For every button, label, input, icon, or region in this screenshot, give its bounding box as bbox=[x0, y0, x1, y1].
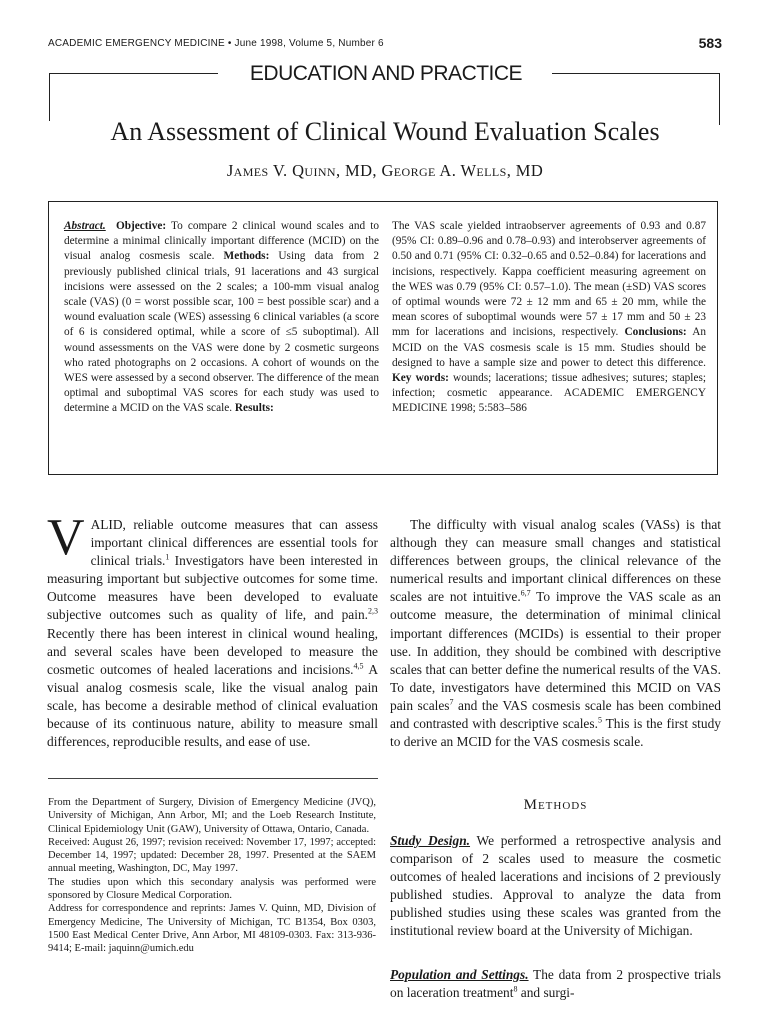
abstract-conclusions-text: An MCID on the VAS cosmesis scale is 15 mm. Studies should be designed to have a sample size and power to detect this difference. bbox=[392, 326, 706, 369]
abstract-column-right bbox=[392, 219, 706, 417]
footnote bbox=[48, 796, 376, 956]
footnote-correspondence: Address for correspondence and reprints: James V. Quinn, MD, Division of Emergency Medicine, The University of Michigan, TC B1354, Box 0303, 1500 East Medical Center Drive, Ann Arbor, MI 48109-0303. Fax: 313-936-9414; E-mail: jaquinn@umich.edu bbox=[48, 903, 376, 955]
footnote-support: The studies upon which this secondary analysis was performed were sponsored by Closure Medical Corporation. bbox=[48, 876, 376, 902]
body-text: and surgi- bbox=[517, 985, 575, 1001]
section-label: EDUCATION AND PRACTICE bbox=[249, 62, 523, 85]
population-heading: Population and Settings. bbox=[390, 967, 529, 982]
article-title: An Assessment of Clinical Wound Evaluation Scales bbox=[110, 117, 660, 146]
body-text: and the VAS cosmesis scale has been combined and contrasted with descriptive scales. bbox=[390, 697, 722, 732]
body-column-left bbox=[47, 509, 378, 751]
abstract-results-text: The VAS scale yielded intraobserver agreements of 0.93 and 0.87 (95% CI: 0.89–0.96 and 0.78–0.93) and interobserver agreements of 0.50 and 0.71 (95% CI: 0.32–0.65 and 0.52–0.84) for lacerations and incisions, respectively. Kappa coefficient measuring agreement on the WES was 0.79 (95% CI: 0.57–1.0). The mean (±SD) VAS scores of optimal wounds were 72 ± 12 mm and 65 ± 20 mm, while the mean scores of suboptimal wounds were 57 ± 17 mm and 50 ± 23 mm for lacerations and incisions, respectively. bbox=[392, 220, 706, 339]
population-paragraph bbox=[390, 966, 721, 1002]
study-design-heading: Study Design. bbox=[390, 833, 471, 848]
author-list: James V. Quinn, MD, George A. Wells, MD bbox=[226, 161, 544, 180]
abstract-results-label: Results: bbox=[234, 402, 274, 415]
study-design-paragraph bbox=[390, 832, 721, 941]
body-text: This is the first study to derive an MCID for the VAS cosmesis scale. bbox=[390, 716, 721, 750]
citation-ref: 4,5 bbox=[353, 661, 364, 671]
citation-ref: 8 bbox=[513, 984, 518, 994]
banner-tick-left bbox=[49, 73, 50, 121]
footnote-received: Received: August 26, 1997; revision received: November 17, 1997; accepted: December 14, 1997; updated: December 28, 1997. Presented at the SAEM annual meeting, Washington, DC, May 1997. bbox=[48, 836, 376, 875]
methods-heading: Methods bbox=[523, 797, 588, 813]
citation-ref: 1 bbox=[165, 552, 170, 562]
footnote-affiliation: From the Department of Surgery, Division of Emergency Medicine (JVQ), University of Michigan, Ann Arbor, MI; and the Loeb Research Institute, Clinical Epidemiology Unit (GAW), University of Ottawa, Ontario, Canada. bbox=[48, 797, 376, 835]
abstract-keywords-text: wounds; lacerations; tissue adhesives; sutures; staples; infection; cosmetic appearance. ACADEMIC EMERGENCY MEDICINE 1998; 5:583–586 bbox=[392, 372, 706, 415]
journal-running-header: ACADEMIC EMERGENCY MEDICINE • June 1998, Volume 5, Number 6 bbox=[48, 38, 384, 49]
footnote-divider bbox=[48, 778, 378, 779]
body-text: Investigators have been interested in measuring important but subjective outcomes for some time. Outcome measures have been developed to evaluate subjective outcomes such as quality of life, and pain. bbox=[47, 553, 378, 623]
banner-rule-right bbox=[552, 73, 720, 74]
body-text: To improve the VAS scale as an outcome measure, the determination of minimal clinical important differences (MCIDs) is essential to their proper use. In addition, they should be combined with descriptive scales that can better define the numerical results of the VAS. To date, investigators have determined this MCID on VAS pain scales bbox=[390, 589, 721, 713]
citation-ref: 5 bbox=[597, 715, 602, 725]
abstract-keywords-label: Key words: bbox=[392, 372, 449, 385]
abstract-column-left bbox=[64, 219, 379, 417]
banner-rule-left bbox=[49, 73, 218, 74]
citation-ref: 6,7 bbox=[520, 588, 531, 598]
body-text: A visual analog cosmesis scale, like the visual analog pain scale, has become a desirable method of clinical evaluation because of its continuous nature, ability to measure small differences, reproducible results, and ease of use. bbox=[47, 661, 378, 750]
intro-paragraph-1 bbox=[47, 509, 378, 751]
body-text: The data from 2 prospective trials on laceration treatment bbox=[390, 967, 721, 1001]
citation-ref: 2,3 bbox=[368, 607, 378, 616]
abstract-methods-text: Using data from 2 previously published clinical trials, 91 lacerations and 43 surgical incisions were assessed on the 2 scales; a 100-mm visual analog scale (VAS) (0 = worst possible scar, 100 = best possible scar) and a wound evaluation scale (WES) assessing 6 clinical variables (a score of 6 is considered optimal, while a score of ≤5 suboptimal). All wound assessments on the VAS were done by 2 cosmetic surgeons who rated photographs on 2 occasions. A cohort of wounds on the WES were assessed by a second observer. The difference of the mean optimal and suboptimal VAS scores for each study was used to determine a MCID on the VAS scale. bbox=[64, 250, 379, 415]
abstract-objective-label: Objective: bbox=[115, 220, 167, 232]
abstract-heading: Abstract. bbox=[64, 220, 106, 232]
abstract-conclusions-label: Conclusions: bbox=[624, 326, 687, 339]
citation-ref: 7 bbox=[449, 697, 454, 707]
body-column-right bbox=[390, 516, 721, 751]
body-text: We performed a retrospective analysis and comparison of 2 scales used to measure the cosmetic outcomes of healed lacerations and incisions of 2 previously published studies. Approval to analyze the data from published studies using these scales was granted from the institutional review board at the University of Michigan. bbox=[390, 833, 722, 939]
drop-cap: V bbox=[47, 509, 85, 566]
abstract-objective-text: To compare 2 clinical wound scales and to determine a minimal clinically important difference (MCID) on the visual analog cosmesis scale. bbox=[64, 220, 379, 263]
body-text: ALID, reliable outcome measures that can assess important clinical differences are essential tools for clinical trials. bbox=[90, 517, 378, 569]
body-text: Recently there has been interest in clinical wound healing, and several scales have been developed to measure the cosmetic outcomes of healed lacerations and incisions. bbox=[47, 625, 378, 677]
body-text: The difficulty with visual analog scales (VASs) is that although they can measure small changes and statistical differences between groups, the clinical relevance of the numerical results and important clinical differences on these scales are not intuitive. bbox=[390, 517, 721, 605]
intro-paragraph-2 bbox=[390, 516, 721, 751]
abstract-methods-label: Methods: bbox=[223, 250, 270, 263]
page-number: 583 bbox=[698, 35, 722, 51]
